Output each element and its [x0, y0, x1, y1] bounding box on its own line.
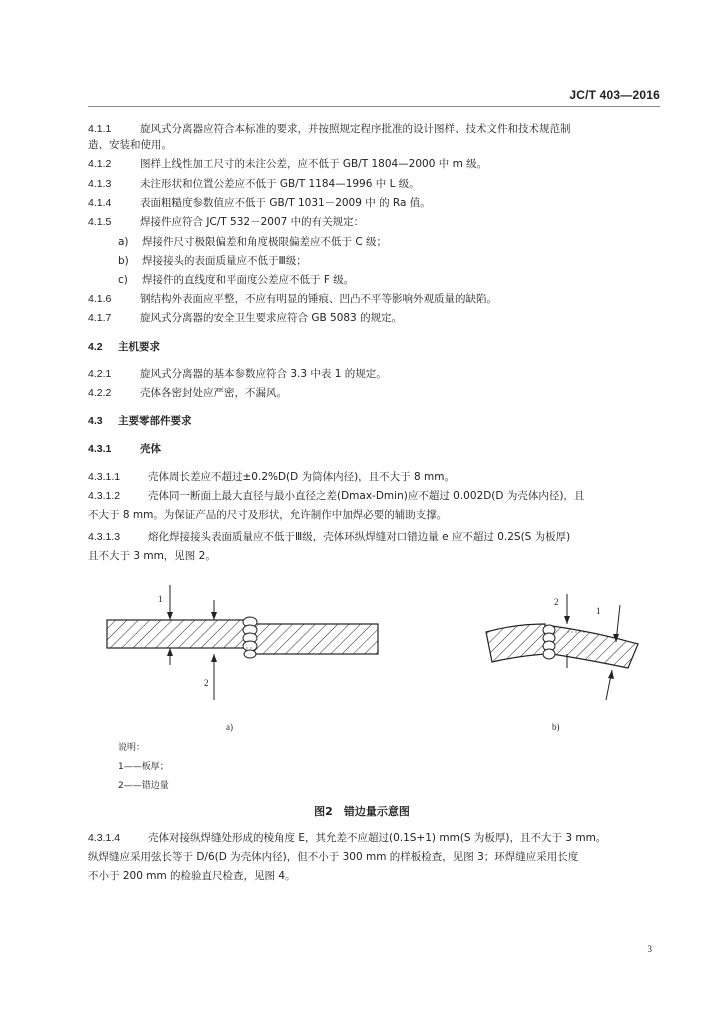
section-4-3-heading: 4.3 主要零部件要求: [88, 415, 192, 427]
figure-note-title: 说明：: [118, 743, 146, 753]
section-4-2-heading: 4.2 主机要求: [88, 341, 160, 353]
sub-item-a: a) 焊接件尺寸极限偏差和角度极限偏差应不低于 C 级；: [118, 236, 388, 248]
clause-4-3-1-4-cont2: 不小于 200 mm 的检验直尺检查，见图 4。: [88, 870, 296, 882]
section-4-3-1-heading: 4.3.1 壳体: [88, 443, 161, 455]
callout-2-a: 2: [204, 678, 209, 688]
figure-2-caption: 图2 错边量示意图: [314, 805, 410, 818]
clause-4-3-1-1: 4.3.1.1 壳体周长差应不超过±0.2%D(D 为筒体内径)，且不大于 8 mm。: [88, 471, 455, 483]
clause-4-1-2: 4.1.2 图样上线性加工尺寸的未注公差，应不低于 GB/T 1804—2000 中 m 级。: [88, 158, 488, 170]
figure-note-1: 1——板厚；: [118, 762, 169, 772]
figure-2a-label: a): [226, 722, 233, 732]
clause-4-3-1-4-cont1: 纵焊缝应采用弦长等于 D/6(D 为壳体内径)，但不小于 300 mm 的样板检查，见图 3；环焊缝应采用长度: [88, 851, 579, 863]
clause-4-3-1-3-cont: 且不大于 3 mm，见图 2。: [88, 550, 216, 562]
weld-bead-b: [543, 625, 555, 659]
standard-code: JC/T 403—2016: [569, 88, 660, 102]
clause-4-3-1-3: 4.3.1.3 熔化焊接接头表面质量应不低于Ⅲ级，壳体环纵焊缝对口错边量 e 应不超过 0.2S(S 为板厚): [88, 531, 571, 543]
page-number: 3: [647, 944, 652, 954]
callout-1-b: 1: [596, 606, 601, 616]
clause-4-2-1: 4.2.1 旋风式分离器的基本参数应符合 3.3 中表 1 的规定。: [88, 368, 387, 380]
clause-4-1-6: 4.1.6 钢结构外表面应平整，不应有明显的锤痕、凹凸不平等影响外观质量的缺陷。: [88, 293, 497, 305]
clause-4-1-4: 4.1.4 表面粗糙度参数值应不低于 GB/T 1031－2009 中 的 Ra 值。: [88, 197, 431, 209]
sub-item-c: c) 焊接件的直线度和平面度公差应不低于 F 级。: [118, 274, 355, 286]
clause-4-1-5: 4.1.5 焊接件应符合 JC/T 532－2007 中的有关规定：: [88, 216, 365, 228]
clause-4-1-7: 4.1.7 旋风式分离器的安全卫生要求应符合 GB 5083 的规定。: [88, 312, 403, 324]
figure-2b-label: b): [552, 722, 560, 732]
figure-note-2: 2——错边量: [118, 781, 169, 791]
clause-4-3-1-4: 4.3.1.4 壳体对接纵焊缝处形成的棱角度 E，其允差不应超过(0.1S+1) mm(S 为板厚)，且不大于 3 mm。: [88, 832, 607, 844]
clause-4-1-3: 4.1.3 未注形状和位置公差应不低于 GB/T 1184—1996 中 L 级。: [88, 178, 420, 190]
clause-4-1-1-cont: 造、安装和使用。: [88, 139, 172, 151]
clause-4-2-2: 4.2.2 壳体各密封处应严密，不漏风。: [88, 387, 287, 399]
sub-item-b: b) 焊接接头的表面质量应不低于Ⅲ级；: [118, 255, 307, 267]
callout-2-b: 2: [554, 597, 559, 607]
clause-4-3-1-2-cont: 不大于 8 mm。为保证产品的尺寸及形状，允许制作中加焊必要的辅助支撑。: [88, 509, 448, 521]
clause-4-1-1: 4.1.1 旋风式分离器应符合本标准的要求，并按照规定程序批准的设计图样、技术文件和技术规范制: [88, 123, 571, 135]
clause-4-3-1-2: 4.3.1.2 壳体同一断面上最大直径与最小直径之差(Dmax-Dmin)应不超过 0.002D(D 为壳体内径)，且: [88, 490, 585, 502]
callout-1-a: 1: [158, 594, 163, 604]
